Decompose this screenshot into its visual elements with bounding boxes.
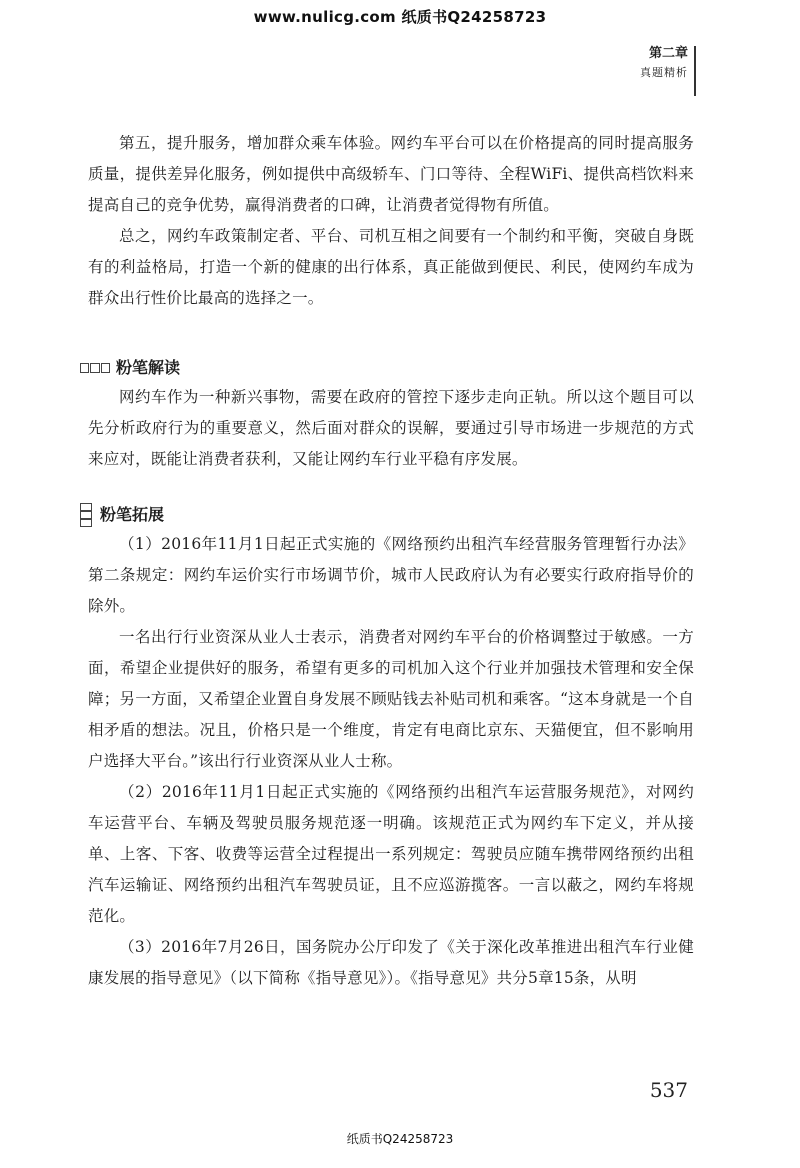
- body-paragraph: 第五，提升服务，增加群众乘车体验。网约车平台可以在价格提高的同时提高服务质量，提供差异化服务，例如提供中高级轿车、门口等待、全程WiFi、提供高档饮料来提高自己的竞争优势，赢得消费者的口碑，让消费者觉得物有所值。: [88, 134, 694, 214]
- body-paragraph: （2）2016年11月1日起正式实施的《网络预约出租汽车运营服务规范》，对网约车运营平台、车辆及驾驶员服务规范逐一明确。该规范正式为网约车下定义，并从接单、上客、下客、收费等运营全过程提出一系列规定：驾驶员应随车携带网络预约出租汽车运输证、网络预约出租汽车驾驶员证，且不应巡游揽客。一言以蔽之，网约车将规范化。: [88, 783, 694, 925]
- section-heading-jiedu: [80, 354, 694, 382]
- watermark-top: www.nulicg.com 纸质书Q24258723: [253, 8, 547, 26]
- body-paragraph: 一名出行行业资深从业人士表示，消费者对网约车平台的价格调整过于敏感。一方面，希望企业提供好的服务，希望有更多的司机加入这个行业并加强技术管理和安全保障；另一方面，又希望企业置自身发展不顾贴钱去补贴司机和乘客。“这本身就是一个自相矛盾的想法。况且，价格只是一个维度，肯定有电商比京东、天猫便宜，但不影响用户选择大平台。”该出行行业资深从业人士称。: [88, 628, 694, 770]
- chalk-interpretation-icon: [80, 362, 110, 374]
- chalk-extension-icon: [80, 503, 94, 527]
- page-content: [88, 128, 694, 994]
- body-paragraph: 网约车作为一种新兴事物，需要在政府的管控下逐步走向正轨。所以这个题目可以先分析政府行为的重要意义，然后面对群众的误解，要通过引导市场进一步规范的方式来应对，既能让消费者获利，又能让网约车行业平稳有序发展。: [88, 388, 694, 468]
- body-paragraph: （1）2016年11月1日起正式实施的《网络预约出租汽车经营服务管理暂行办法》第二条规定：网约车运价实行市场调节价，城市人民政府认为有必要实行政府指导价的除外。: [88, 535, 694, 615]
- running-head-rule: [694, 46, 696, 96]
- body-paragraph: 总之，网约车政策制定者、平台、司机互相之间要有一个制约和平衡，突破自身既有的利益格局，打造一个新的健康的出行体系，真正能做到便民、利民，使网约车成为群众出行性价比最高的选择之一。: [88, 227, 694, 307]
- section-heading-tuozhan: [80, 501, 694, 529]
- watermark-bottom: 纸质书Q24258723: [346, 1132, 454, 1146]
- section-title: 粉笔解读: [116, 358, 181, 377]
- section-title: 粉笔拓展: [100, 505, 165, 524]
- running-head: [640, 44, 688, 82]
- chapter-label: 第二章: [648, 46, 688, 61]
- section-label: 真题精析: [640, 66, 688, 79]
- body-paragraph: （3）2016年7月26日，国务院办公厅印发了《关于深化改革推进出租汽车行业健康发展的指导意见》（以下简称《指导意见》）。《指导意见》共分5章15条，从明: [88, 938, 694, 987]
- page-number: 537: [649, 1078, 688, 1102]
